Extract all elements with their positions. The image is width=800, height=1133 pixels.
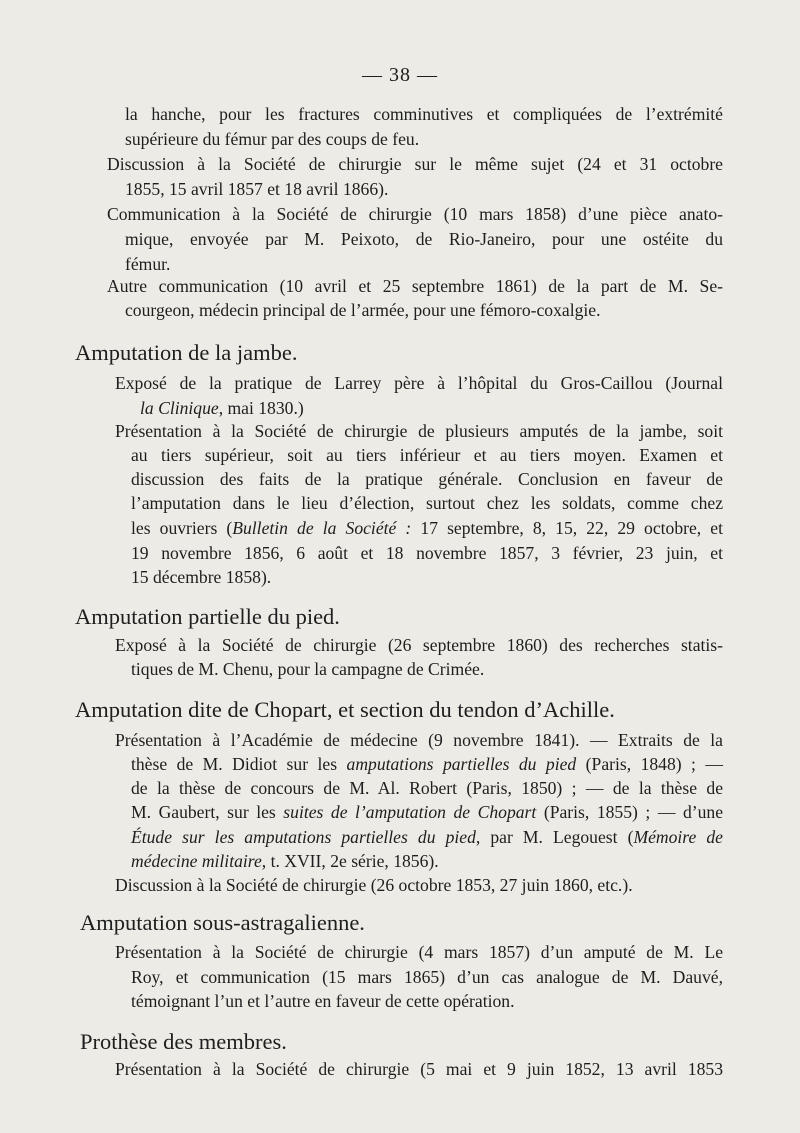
text-line: au tiers supérieur, soit au tiers inférieur et au tiers moyen. Examen et bbox=[131, 445, 723, 465]
section-heading: Amputation partielle du pied. bbox=[75, 604, 340, 629]
text-fragment: , t. XVII, 2e série, 1856). bbox=[261, 851, 439, 871]
italic-text: médecine militaire bbox=[131, 851, 262, 871]
text-line: mique, envoyée par M. Peixoto, de Rio-Janeiro, pour une ostéite du bbox=[125, 229, 723, 249]
text-line bbox=[131, 517, 723, 539]
text-fragment: , par M. Legouest ( bbox=[475, 827, 634, 847]
text-line: Exposé à la Société de chirurgie (26 septembre 1860) des recherches statis- bbox=[115, 635, 723, 655]
text-line: Roy, et communication (15 mars 1865) d’un cas analogue de M. Dauvé, bbox=[131, 967, 723, 987]
text-line: supérieure du fémur par des coups de feu. bbox=[125, 129, 420, 149]
text-line bbox=[131, 801, 723, 823]
italic-text: la Clinique bbox=[140, 398, 219, 418]
text-line: Discussion à la Société de chirurgie (26 octobre 1853, 27 juin 1860, etc.). bbox=[115, 875, 633, 895]
text-line: tiques de M. Chenu, pour la campagne de Crimée. bbox=[131, 659, 485, 679]
text-line: Exposé de la pratique de Larrey père à l’hôpital du Gros-Caillou (Journal bbox=[115, 373, 723, 393]
text-line: Présentation à l’Académie de médecine (9 novembre 1841). — Extraits de la bbox=[115, 730, 723, 750]
text-line bbox=[131, 753, 723, 775]
section-heading: Amputation de la jambe. bbox=[75, 340, 298, 365]
text-line: Présentation à la Société de chirurgie (4 mars 1857) d’un amputé de M. Le bbox=[115, 942, 723, 962]
italic-text: amputations partielles du pied bbox=[346, 754, 577, 774]
italic-text: Mémoire de bbox=[633, 827, 723, 847]
text-fragment: (Paris, 1848) ; — bbox=[576, 754, 723, 774]
text-line: 1855, 15 avril 1857 et 18 avril 1866). bbox=[125, 179, 389, 199]
text-line: discussion des faits de la pratique générale. Conclusion en faveur de bbox=[131, 469, 723, 489]
text-line bbox=[131, 826, 723, 848]
italic-text: Bulletin de la Société : bbox=[232, 518, 412, 538]
text-line: Communication à la Société de chirurgie (10 mars 1858) d’une pièce anato- bbox=[107, 204, 723, 224]
text-fragment: , mai 1830.) bbox=[218, 398, 304, 418]
text-line: Présentation à la Société de chirurgie de plusieurs amputés de la jambe, soit bbox=[115, 421, 723, 441]
page-number: — 38 — bbox=[362, 64, 438, 86]
text-line: 15 décembre 1858). bbox=[131, 567, 272, 587]
text-line bbox=[131, 850, 439, 872]
section-heading: Prothèse des membres. bbox=[80, 1029, 287, 1054]
text-fragment: (Paris, 1855) ; — d’une bbox=[536, 802, 724, 822]
italic-text: Étude sur les amputations partielles du pied bbox=[131, 827, 476, 847]
text-line: fémur. bbox=[125, 254, 171, 274]
text-line: 19 novembre 1856, 6 août et 18 novembre 1857, 3 février, 23 juin, et bbox=[131, 543, 723, 563]
text-line: l’amputation dans le lieu d’élection, surtout chez les soldats, comme chez bbox=[131, 493, 723, 513]
text-line bbox=[140, 397, 304, 419]
section-heading: Amputation sous-astragalienne. bbox=[80, 910, 365, 935]
italic-text: suites de l’amputation de Chopart bbox=[283, 802, 537, 822]
section-heading: Amputation dite de Chopart, et section du tendon d’Achille. bbox=[75, 697, 615, 722]
text-fragment: les ouvriers ( bbox=[131, 518, 233, 538]
text-line: de la thèse de concours de M. Al. Robert (Paris, 1850) ; — de la thèse de bbox=[131, 778, 723, 798]
text-fragment: thèse de M. Didiot sur les bbox=[131, 754, 347, 774]
text-line: courgeon, médecin principal de l’armée, pour une fémoro-coxalgie. bbox=[125, 300, 601, 320]
text-line: Présentation à la Société de chirurgie (5 mai et 9 juin 1852, 13 avril 1853 bbox=[115, 1059, 723, 1079]
text-line: témoignant l’un et l’autre en faveur de cette opération. bbox=[131, 991, 515, 1011]
text-line: Autre communication (10 avril et 25 septembre 1861) de la part de M. Se- bbox=[107, 276, 723, 296]
text-fragment: 17 septembre, 8, 15, 22, 29 octobre, et bbox=[411, 518, 723, 538]
text-fragment: M. Gaubert, sur les bbox=[131, 802, 284, 822]
text-line: la hanche, pour les fractures comminutives et compliquées de l’extrémité bbox=[125, 104, 723, 124]
text-line: Discussion à la Société de chirurgie sur le même sujet (24 et 31 octobre bbox=[107, 154, 723, 174]
